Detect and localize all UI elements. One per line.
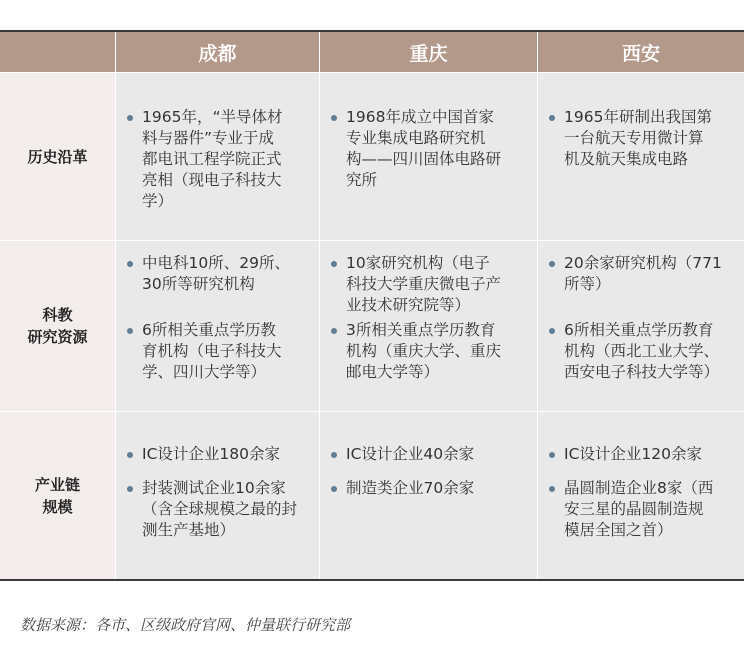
list-item: 中电科10所、29所、 30所等研究机构: [142, 253, 311, 295]
list-item: 1965年，“半导体材 料与器件”专业于成 都电讯工程学院正式 亮相（现电子科技大 学）: [142, 107, 311, 212]
list-item: 10家研究机构（电子 科技大学重庆微电子产 业技术研究院等）: [346, 253, 529, 316]
list-item: 20余家研究机构（771 所等）: [564, 253, 736, 295]
cell-industry-chengdu: [116, 412, 320, 579]
cell-history-chongqing: [320, 73, 538, 240]
cell-research-chongqing: [320, 241, 538, 411]
row-label-line: 科教: [42, 306, 73, 324]
row-label-industry: [0, 412, 116, 579]
row-history: [0, 72, 744, 240]
row-label-line: 历史沿革: [27, 147, 88, 166]
row-label-line: 研究资源: [27, 328, 88, 346]
row-label-line: 规模: [42, 497, 73, 516]
list-item: 封装测试企业10余家 （含全球规模之最的封 测生产基地）: [142, 478, 311, 541]
cell-history-xian: [538, 73, 744, 240]
row-label-research: [0, 241, 116, 411]
list-item: IC设计企业180余家: [142, 444, 311, 465]
cell-history-chengdu: [116, 73, 320, 240]
list-item: IC设计企业120余家: [564, 444, 736, 465]
header-xian: 西安: [621, 42, 660, 65]
row-label-line: 产业链: [34, 475, 80, 494]
cell-research-chengdu: [116, 241, 320, 411]
list-item: 6所相关重点学历教 育机构（电子科技大 学、四川大学等）: [142, 320, 311, 383]
list-item: 6所相关重点学历教育 机构（西北工业大学、 西安电子科技大学等）: [564, 320, 736, 383]
header-chongqing: 重庆: [320, 32, 538, 72]
list-item: 3所相关重点学历教育 机构（重庆大学、重庆 邮电大学等）: [346, 320, 529, 383]
source-note: 数据来源：各市、区级政府官网、仲量联行研究部: [20, 616, 351, 634]
list-item: 晶圆制造企业8家（西 安三星的晶圆制造规 模居全国之首）: [564, 478, 736, 541]
list-item: 1968年成立中国首家 专业集成电路研究机 构——四川固体电路研 究所: [346, 107, 529, 191]
comparison-table: [0, 30, 744, 581]
cell-research-xian: [538, 241, 744, 411]
header-corner: [0, 32, 116, 72]
list-item: 1965年研制出我国第 一台航天专用微计算 机及航天集成电路: [564, 107, 736, 170]
table-header-row: [0, 32, 744, 72]
row-label-history: [0, 73, 116, 240]
row-industry: [0, 411, 744, 579]
cell-industry-chongqing: [320, 412, 538, 579]
list-item: IC设计企业40余家: [346, 444, 529, 465]
row-research: [0, 240, 744, 411]
cell-industry-xian: [538, 412, 744, 579]
list-item: 制造类企业70余家: [346, 478, 529, 499]
header-chengdu: 成都: [116, 32, 320, 72]
